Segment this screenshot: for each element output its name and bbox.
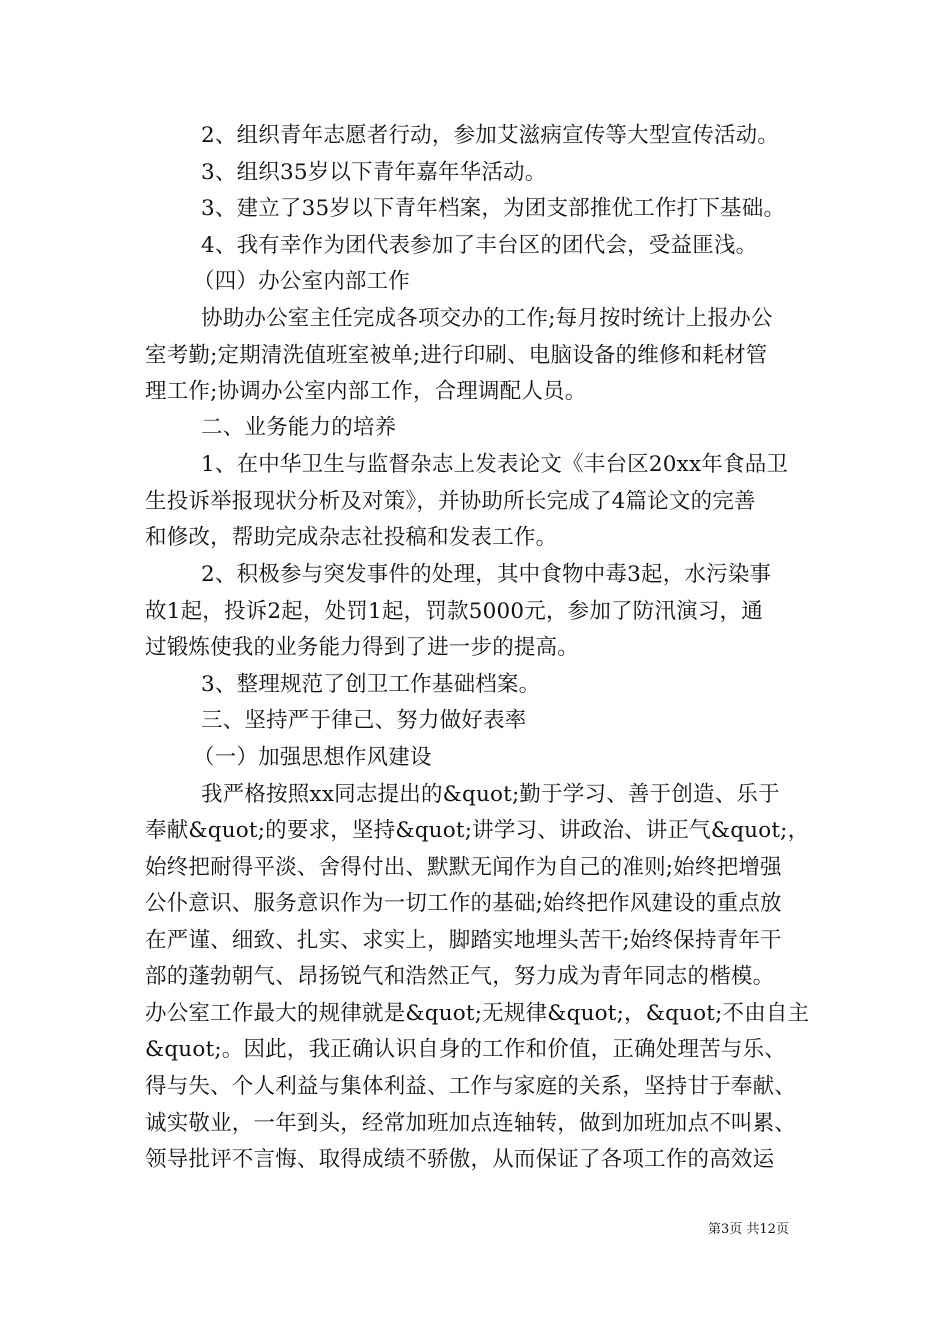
section-heading: （一）加强思想作风建设 <box>193 745 432 770</box>
text-line: 2、积极参与突发事件的处理，其中食物中毒3起，水污染事 <box>201 562 772 587</box>
text-line: 在严谨、细致、扎实、求实上，脚踏实地埋头苦干;始终保持青年干 <box>145 928 782 953</box>
text-line: 1、在中华卫生与监督杂志上发表论文《丰台区20xx年食品卫 <box>201 452 789 477</box>
text-line: 4、我有幸作为团代表参加了丰台区的团代会，受益匪浅。 <box>201 233 758 258</box>
section-heading: （四）办公室内部工作 <box>193 269 411 294</box>
text-line: 始终把耐得平淡、舍得付出、默默无闻作为自己的准则;始终把增强 <box>145 855 782 880</box>
text-line: 协助办公室主任完成各项交办的工作;每月按时统计上报办公 <box>201 306 773 331</box>
text-line: 公仆意识、服务意识作为一切工作的基础;始终把作风建设的重点放 <box>145 891 782 916</box>
text-line: 室考勤;定期清洗值班室被单;进行印刷、电脑设备的维修和耗材管 <box>145 343 768 368</box>
text-line: 部的蓬勃朝气、昂扬锐气和浩然正气，努力成为青年同志的楷模。 <box>145 964 775 989</box>
text-line: 3、建立了35岁以下青年档案，为团支部推优工作打下基础。 <box>201 196 786 221</box>
text-line: 办公室工作最大的规律就是&quot;无规律&quot;，&quot;不由自主 <box>145 1001 810 1026</box>
section-heading: 二、业务能力的培养 <box>201 415 397 440</box>
text-line: 理工作;协调办公室内部工作，合理调配人员。 <box>145 379 587 404</box>
text-line: 诚实敬业，一年到头，经常加班加点连轴转，做到加班加点不叫累、 <box>145 1111 797 1136</box>
text-line: 过锻炼使我的业务能力得到了进一步的提高。 <box>145 635 580 660</box>
text-line: 3、整理规范了创卫工作基础档案。 <box>201 672 541 697</box>
text-line: 2、组织青年志愿者行动，参加艾滋病宣传等大型宣传活动。 <box>201 123 780 148</box>
section-heading: 三、坚持严于律己、努力做好表率 <box>201 708 527 733</box>
text-line: 领导批评不言悔、取得成绩不骄傲，从而保证了各项工作的高效运 <box>145 1147 775 1172</box>
text-line: 生投诉举报现状分析及对策》，并协助所长完成了4篇论文的完善 <box>145 489 756 514</box>
text-line: 3、组织35岁以下青年嘉年华活动。 <box>201 160 547 185</box>
text-line: 和修改，帮助完成杂志社投稿和发表工作。 <box>145 525 558 550</box>
text-line: 我严格按照xx同志提出的&quot;勤于学习、善于创造、乐于 <box>201 782 780 807</box>
text-line: 奉献&quot;的要求，坚持&quot;讲学习、讲政治、讲正气&quot;， <box>145 818 810 843</box>
text-line: 故1起，投诉2起，处罚1起，罚款5000元，参加了防汛演习，通 <box>145 599 763 624</box>
page-number-footer: 第3页 共12页 <box>708 1222 789 1237</box>
text-line: &quot;。因此，我正确认识自身的工作和价值，正确处理苦与乐、 <box>145 1037 786 1062</box>
text-line: 得与失、个人利益与集体利益、工作与家庭的关系，坚持甘于奉献、 <box>145 1074 797 1099</box>
